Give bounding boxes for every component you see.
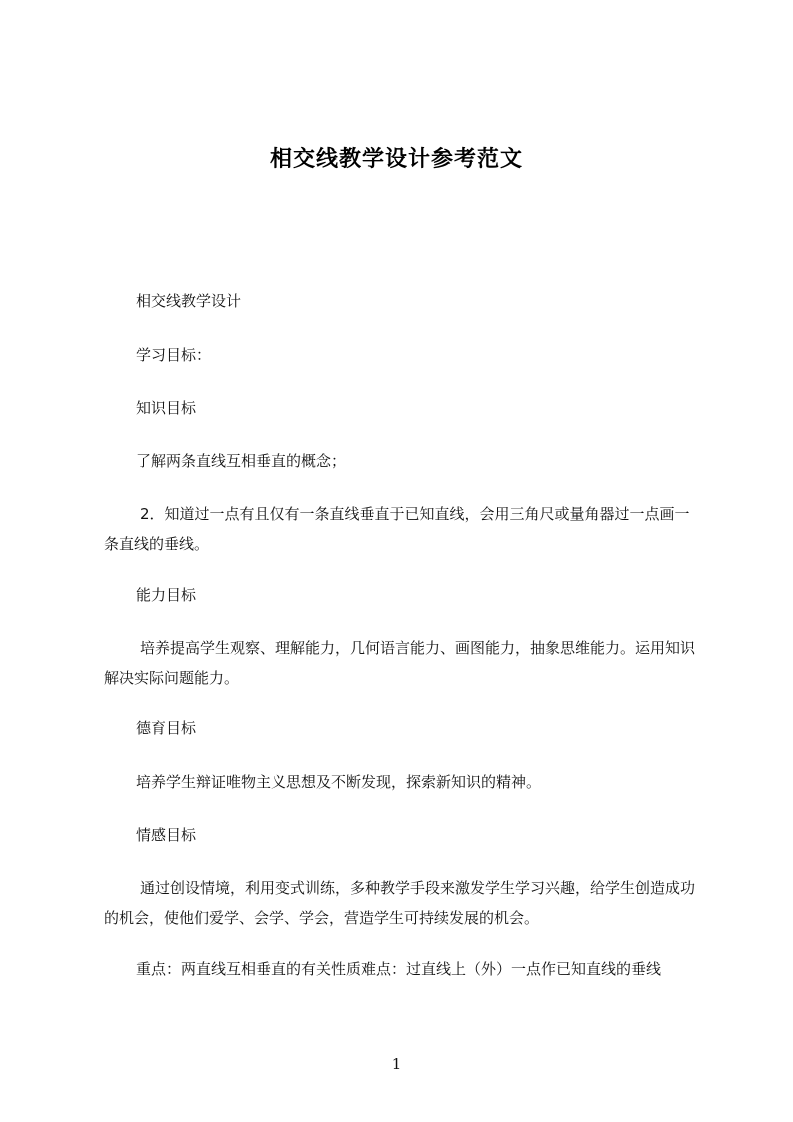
paragraph-knowledge-item-2: 2．知道过一点有且仅有一条直线垂直于已知直线，会用三角尺或量角器过一点画一条直线的垂线。 [104, 505, 690, 553]
paragraph-knowledge-item-1: 了解两条直线互相垂直的概念； [136, 452, 347, 470]
paragraph-ability-content: 培养提高学生观察、理解能力，几何语言能力、画图能力，抽象思维能力。运用知识解决实际问题能力。 [104, 639, 696, 687]
paragraph-learning-goals: 学习目标： [136, 346, 212, 364]
paragraph-section-heading: 相交线教学设计 [136, 292, 242, 310]
paragraph-key-points: 重点：两直线互相垂直的有关性质难点：过直线上（外）一点作已知直线的垂线 [136, 960, 662, 978]
paragraph-emotion-content: 通过创设情境，利用变式训练，多种教学手段来激发学生学习兴趣，给学生创造成功的机会，使他们爱学、会学、学会，营造学生可持续发展的机会。 [104, 879, 696, 927]
document-title: 相交线教学设计参考范文 [269, 147, 523, 172]
paragraph-moral-goals: 德育目标 [136, 719, 197, 737]
paragraph-moral-content: 培养学生辩证唯物主义思想及不断发现，探索新知识的精神。 [136, 773, 542, 791]
page-number: 1 [391, 1055, 402, 1073]
paragraph-ability-goals: 能力目标 [136, 586, 197, 604]
paragraph-emotion-goals: 情感目标 [136, 826, 197, 844]
paragraph-knowledge-goals: 知识目标 [136, 399, 197, 417]
